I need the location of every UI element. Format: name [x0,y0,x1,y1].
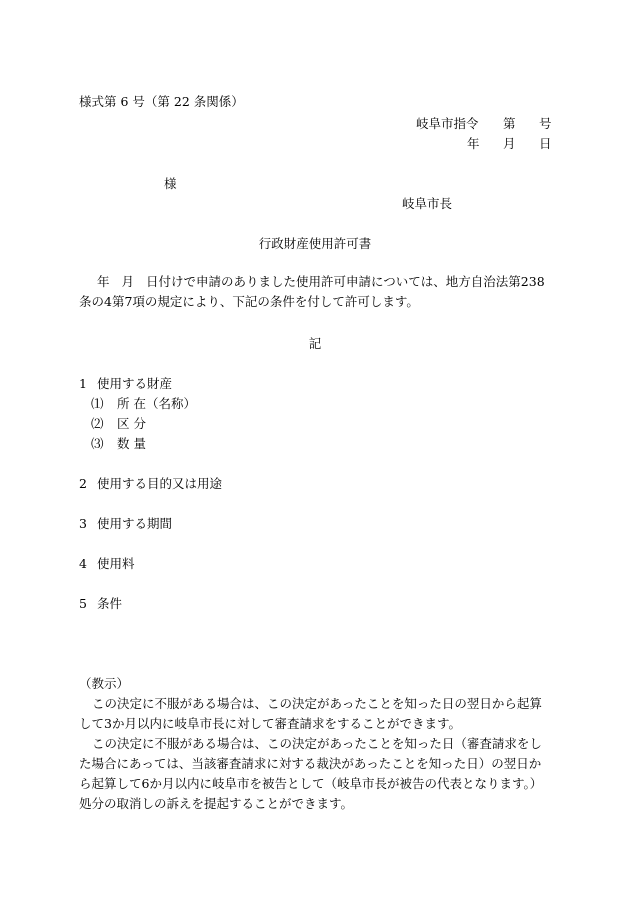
notice-paragraph-1 [79,694,553,734]
body-year: 年 [97,274,110,289]
reference-gou: 号 [539,116,552,131]
notice-heading: （教示） [79,676,130,691]
subitem-label: 所 在（名称） [117,396,196,411]
item-number: 5 [79,596,87,611]
subitem-label: 数 量 [117,436,146,451]
item-label: 条件 [97,596,123,611]
subitem-number: ⑴ [91,396,104,411]
body-paragraph [79,272,553,312]
body-text: 日付けで申請のありました使用許可申請については、地方自治法第238条の4第7項の規定により、下記の条件を付して許可します。 [79,274,545,309]
item-number: 2 [79,476,87,491]
reference-prefix: 岐阜市指令 [416,116,479,131]
date-year: 年 [467,136,480,151]
body-month: 月 [121,274,135,289]
date-day: 日 [539,136,552,151]
subitem-number: ⑵ [91,416,104,431]
reference-dai: 第 [503,116,516,131]
notice-paragraph-2 [79,734,553,814]
document-title: 行政財産使用許可書 [258,236,372,251]
ki-marker: 記 [308,336,322,351]
item-number: 4 [79,556,87,571]
item-label: 使用する目的又は用途 [97,476,223,491]
item-label: 使用する期間 [97,516,173,531]
subitem-number: ⑶ [91,436,104,451]
notice-text-1: この決定に不服がある場合は、この決定があったことを知った日の翌日から起算して3か月以内に岐阜市長に対して審査請求をすることができます。 [79,696,542,731]
form-label: 様式第 6 号（第 22 条関係） [79,94,244,109]
issuer: 岐阜市長 [402,196,453,211]
date-month: 月 [503,136,516,151]
item-number: 1 [79,376,87,391]
item-label: 使用する財産 [97,376,173,391]
item-label: 使用料 [97,556,135,571]
notice-text-2: この決定に不服がある場合は、この決定があったことを知った日（審査請求をした場合にあっては、当該審査請求に対する裁決があったことを知った日）の翌日から起算して6か月以内に岐阜市を被告として（岐阜市長が被告の代表となります。）処分の取消しの訴えを提起することができます。 [79,736,543,811]
item-number: 3 [79,516,87,531]
subitem-label: 区 分 [117,416,146,431]
addressee-suffix: 様 [164,176,177,191]
